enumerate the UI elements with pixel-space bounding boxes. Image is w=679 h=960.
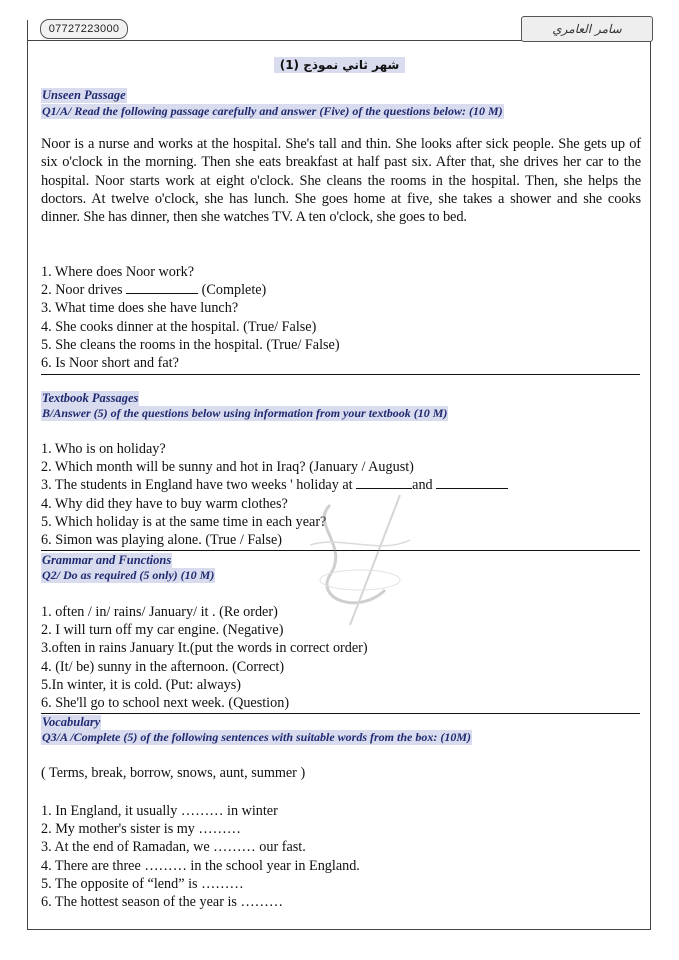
unseen-passage: Noor is a nurse and works at the hospital. She's tall and thin. She looks after sick people. She gets up of six o'clock in the morning. Then she eats breakfast at half past six. After that, she drives her car to the hospital. Noor starts work at eight o'clock. She cleans the rooms in the hospital. Then, she helps the doctors. At twelve o'clock, she has lunch. She goes home at five, she takes a shower and she cooks dinner. She has dinner, then she watches TV. A ten o'clock, she goes to bed. [41, 136, 641, 226]
phone-number: 07727223000 [40, 19, 128, 39]
list-item: 6. The hottest season of the year is ……… [41, 894, 284, 911]
list-item: 3.often in rains January It.(put the words in correct order) [41, 640, 368, 657]
author-name: سامر العامري [521, 16, 653, 42]
list-item: 4. Why did they have to buy warm clothes? [41, 495, 288, 512]
list-item: 5.In winter, it is cold. (Put: always) [41, 676, 241, 693]
list-item: 3. What time does she have lunch? [41, 300, 239, 317]
answer-blank [126, 282, 198, 294]
list-item [41, 281, 641, 299]
answer-blank [436, 477, 508, 489]
list-item: 1. Where does Noor work? [41, 264, 194, 280]
list-item: 6. Is Noor short and fat? [41, 355, 179, 372]
grammar-heading: Grammar and Functions [42, 553, 172, 567]
list-item: 5. The opposite of “lend” is ……… [41, 875, 244, 892]
grammar-question: Q2/ Do as required (5 only) (10 M) [42, 568, 215, 582]
divider [41, 374, 640, 375]
calligraphy-logo-icon [290, 485, 430, 635]
vocabulary-heading: Vocabulary [42, 715, 101, 729]
list-item: 2. Which month will be sunny and hot in Iraq? (January / August) [41, 459, 414, 476]
list-item: 4. (It/ be) sunny in the afternoon. (Correct) [41, 658, 285, 675]
list-item: 5. Which holiday is at the same time in each year? [41, 513, 327, 530]
list-item: 1. often / in/ rains/ January/ it . (Re order) [41, 604, 278, 620]
list-item: 4. There are three ……… in the school year in England. [41, 857, 360, 874]
divider [41, 713, 640, 714]
list-item: 4. She cooks dinner at the hospital. (True/ False) [41, 318, 317, 335]
list-item: 5. She cleans the rooms in the hospital. (True/ False) [41, 336, 340, 353]
list-item: 6. She'll go to school next week. (Question) [41, 695, 290, 712]
list-item: 1. In England, it usually ……… in winter [41, 803, 278, 819]
frame-corner [27, 20, 36, 40]
word-box: ( Terms, break, borrow, snows, aunt, summer ) [41, 765, 306, 781]
list-item: 3. At the end of Ramadan, we ……… our fast. [41, 839, 306, 856]
unseen-questions [41, 263, 641, 372]
item-text: 2. Noor drives [41, 282, 127, 299]
list-item: 6. Simon was playing alone. (True / False) [41, 532, 283, 549]
list-item: 2. I will turn off my car engine. (Negative) [41, 622, 284, 639]
list-item: 1. Who is on holiday? [41, 441, 166, 457]
page-title [0, 58, 679, 72]
vocabulary-question: Q3/A /Complete (5) of the following sentences with suitable words from the box: (10M) [42, 730, 472, 744]
textbook-heading: Textbook Passages [42, 391, 139, 405]
textbook-question: B/Answer (5) of the questions below using information from your textbook (10 M) [42, 406, 448, 420]
item-text: 3. The students in England have two weeks ' holiday at [41, 477, 357, 494]
unseen-heading: Unseen Passage [42, 88, 126, 102]
item-text: (Complete) [198, 282, 267, 299]
list-item: 2. My mother's sister is my ……… [41, 821, 241, 838]
vocabulary-questions [41, 802, 641, 911]
page-title-text: شهر ثاني نموذج (1) [274, 57, 406, 73]
unseen-question: Q1/A/ Read the following passage carefully and answer (Five) of the questions below: (10 M) [42, 104, 503, 118]
item-text: and [412, 477, 437, 494]
